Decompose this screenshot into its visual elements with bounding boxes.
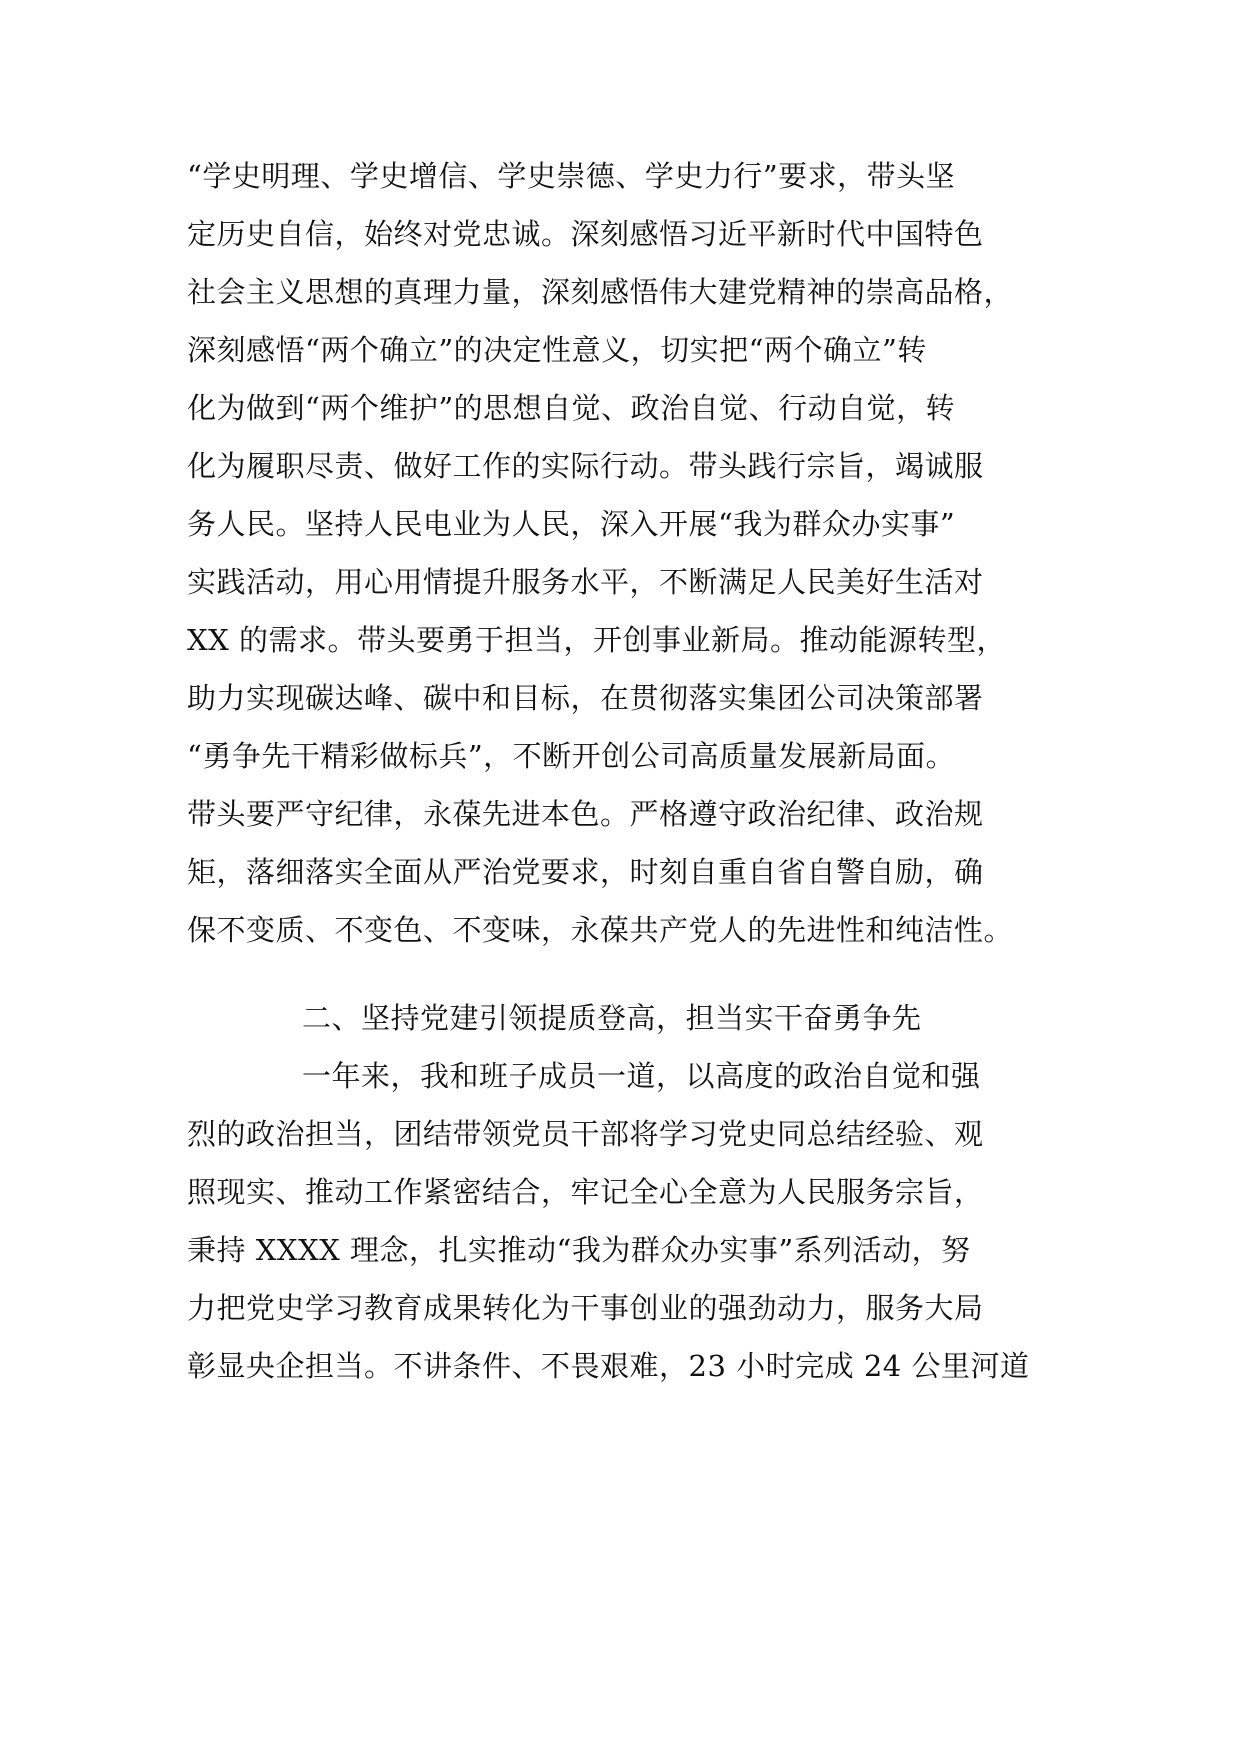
paragraph-2-line-3: 照现实、推动工作紧密结合，牢记全心全意为人民服务宗旨， xyxy=(187,1175,984,1209)
paragraph-1-line-6: 化为履职尽责、做好工作的实际行动。带头践行宗旨，竭诚服 xyxy=(187,449,984,483)
paragraph-1-line-2: 定历史自信，始终对党忠诚。深刻感悟习近平新时代中国特色 xyxy=(187,217,984,251)
paragraph-2-line-5: 力把党史学习教育成果转化为干事创业的强劲动力，服务大局 xyxy=(187,1291,984,1325)
section-heading: 二、坚持党建引领提质登高，担当实干奋勇争先 xyxy=(302,1001,922,1035)
paragraph-1-line-12: 带头要严守纪律，永葆先进本色。严格遵守政治纪律、政治规 xyxy=(187,797,984,831)
paragraph-1-line-10: 助力实现碳达峰、碳中和目标，在贯彻落实集团公司决策部署 xyxy=(187,681,984,715)
paragraph-1-line-4: 深刻感悟“两个确立”的决定性意义，切实把“两个确立”转 xyxy=(187,333,927,367)
paragraph-1-line-13: 矩，落细落实全面从严治党要求，时刻自重自省自警自励，确 xyxy=(187,855,984,889)
paragraph-1-line-1: “学史明理、学史增信、学史崇德、学史力行”要求，带头坚 xyxy=(187,159,956,193)
paragraph-2-line-4: 秉持 XXXX 理念，扎实推动“我为群众办实事”系列活动，努 xyxy=(187,1233,971,1267)
paragraph-2-line-6: 彰显央企担当。不讲条件、不畏艰难，23 小时完成 24 公里河道 xyxy=(187,1349,1030,1383)
paragraph-1-line-7: 务人民。坚持人民电业为人民，深入开展“我为群众办实事” xyxy=(187,507,956,541)
paragraph-1-line-9: XX 的需求。带头要勇于担当，开创事业新局。推动能源转型， xyxy=(187,623,1007,657)
paragraph-1-line-8: 实践活动，用心用情提升服务水平，不断满足人民美好生活对 xyxy=(187,565,984,599)
paragraph-2-line-2: 烈的政治担当，团结带领党员干部将学习党史同总结经验、观 xyxy=(187,1117,984,1151)
paragraph-1-line-5: 化为做到“两个维护”的思想自觉、政治自觉、行动自觉，转 xyxy=(187,391,956,425)
paragraph-2-line-1: 一年来，我和班子成员一道，以高度的政治自觉和强 xyxy=(302,1059,981,1093)
paragraph-1-line-3: 社会主义思想的真理力量，深刻感悟伟大建党精神的崇高品格， xyxy=(187,275,1014,309)
paragraph-1-line-14: 保不变质、不变色、不变味，永葆共产党人的先进性和纯洁性。 xyxy=(187,913,1014,947)
paragraph-1-line-11: “勇争先干精彩做标兵”，不断开创公司高质量发展新局面。 xyxy=(187,739,956,773)
